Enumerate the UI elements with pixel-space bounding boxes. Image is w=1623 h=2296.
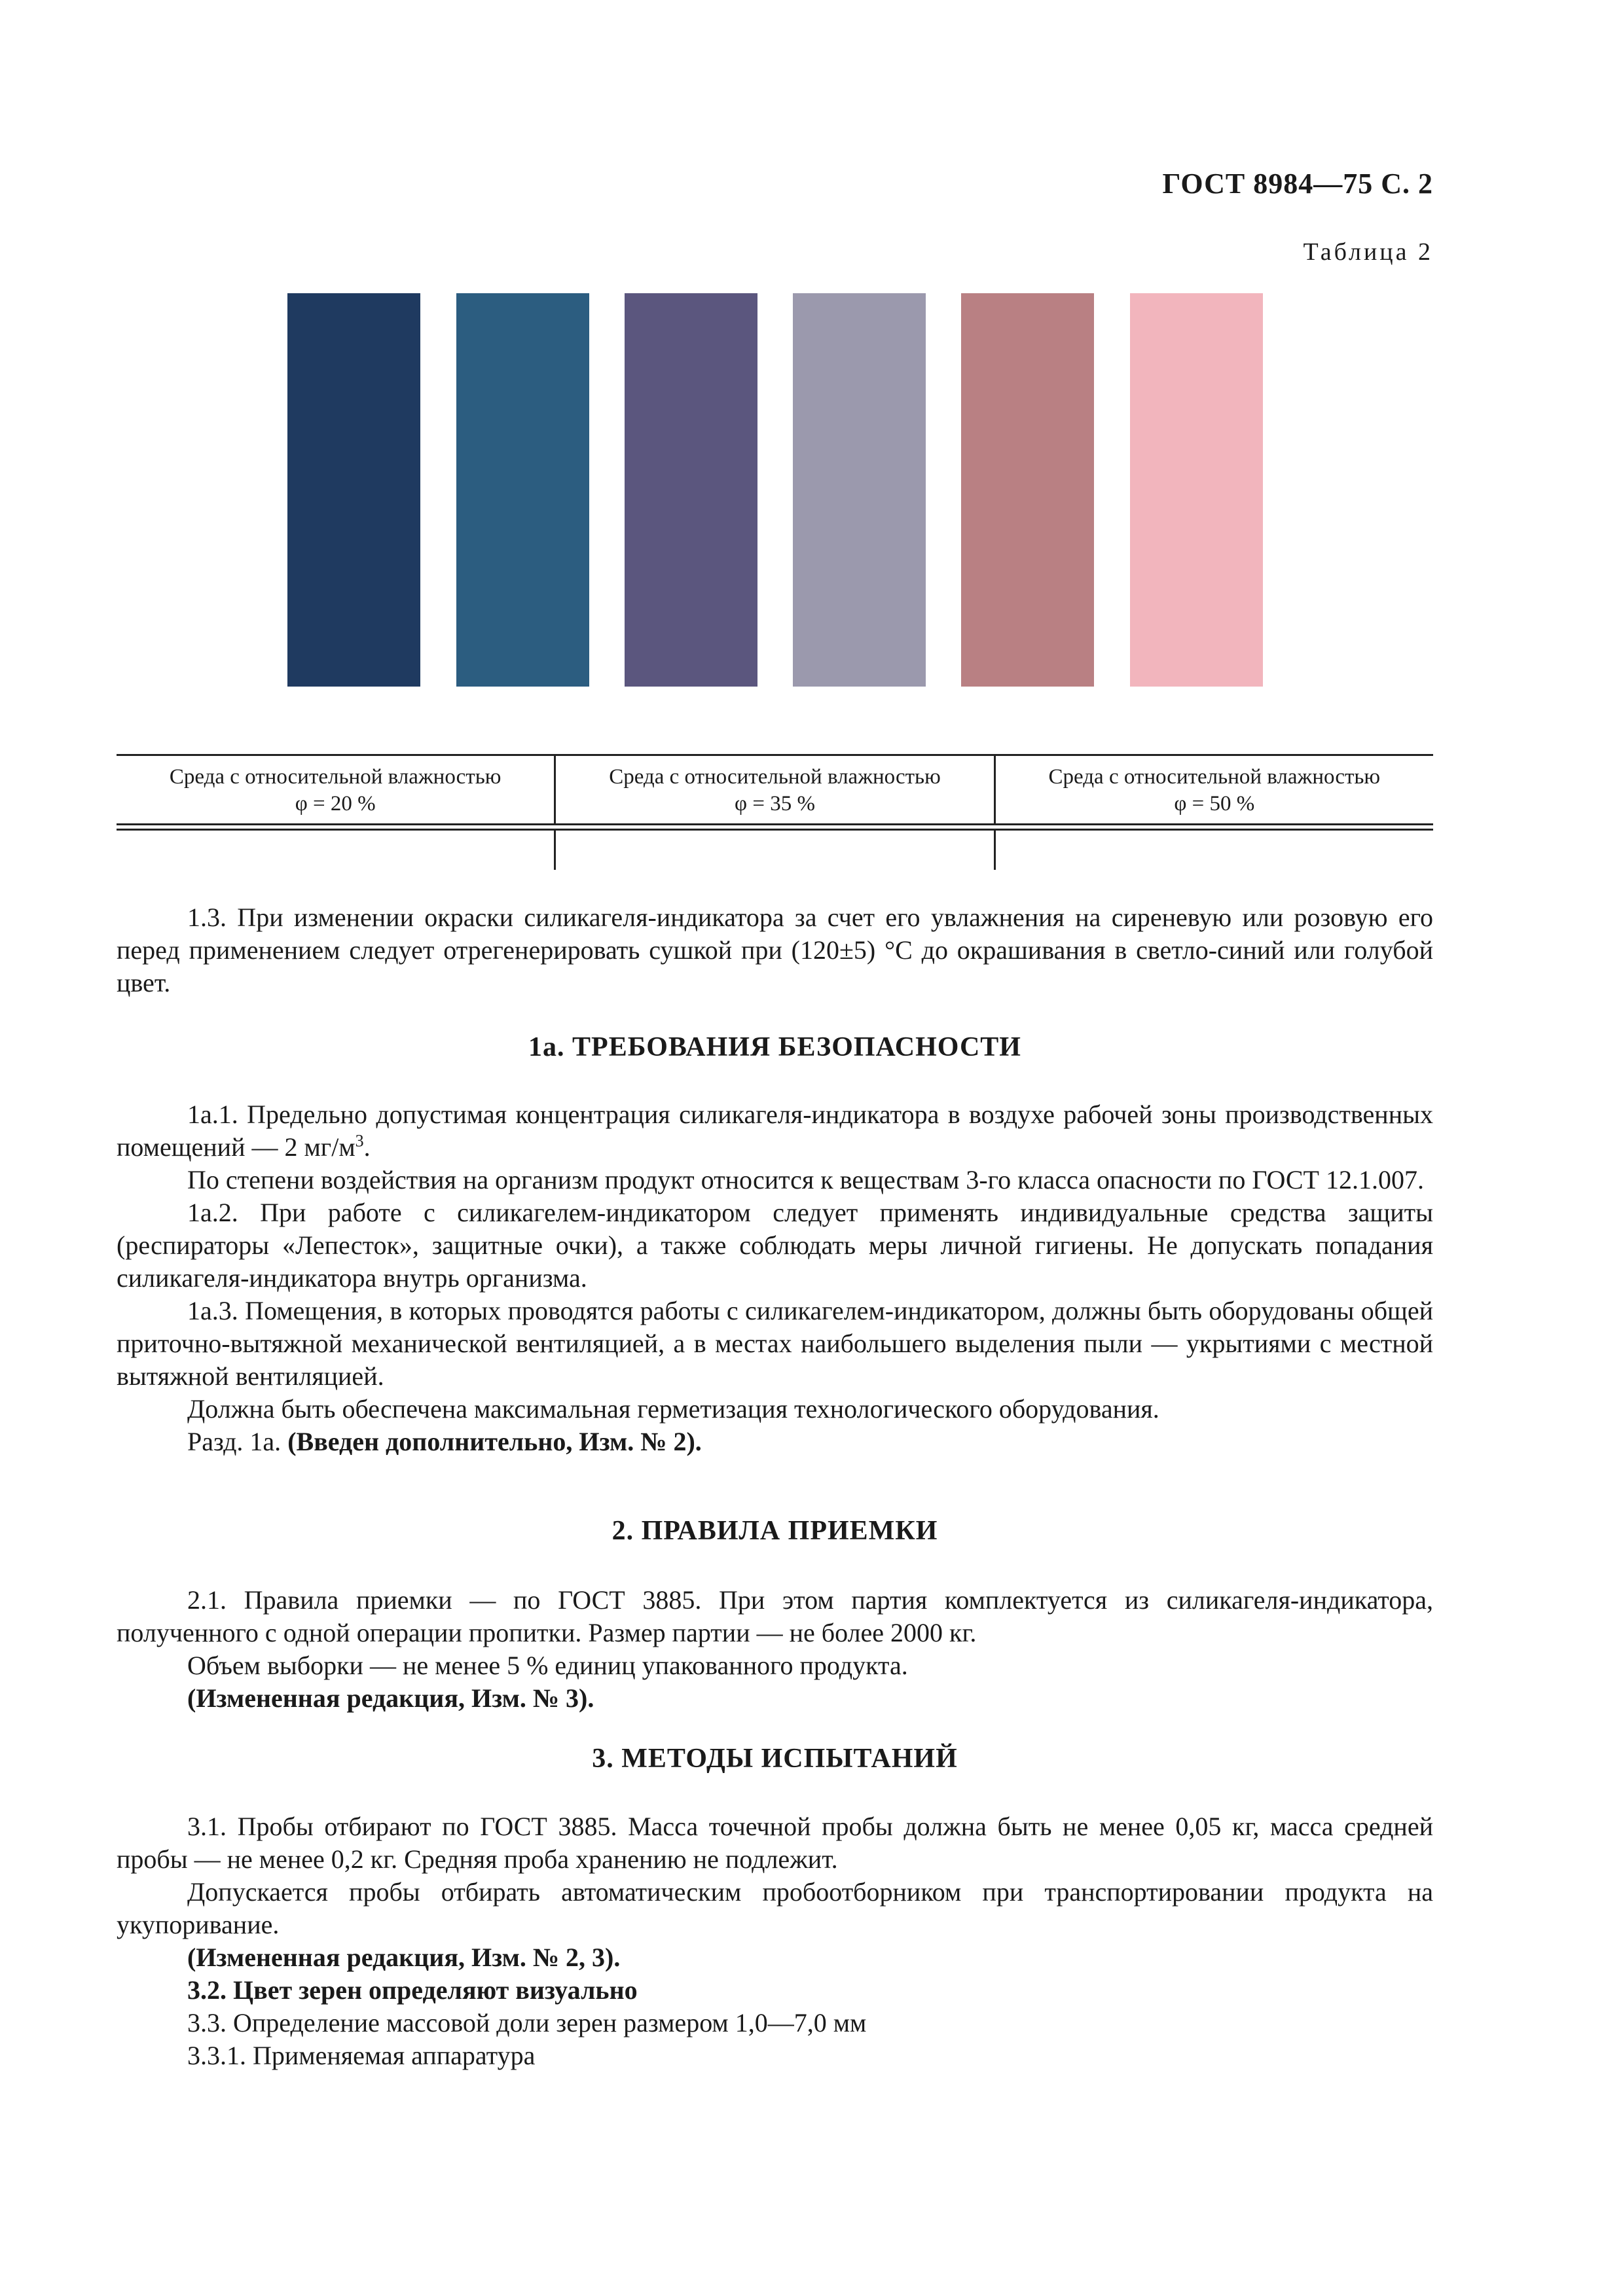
section-1a-body <box>117 1098 1433 1458</box>
section-3-body <box>117 1810 1433 2072</box>
table-cell-empty <box>554 831 993 870</box>
color-swatch-2 <box>456 293 589 687</box>
paragraph-3-1-auto: Допускается пробы отбирать автоматическим пробоотборником при транспортировании продукта на укупоривание. <box>117 1877 1433 1939</box>
paragraph-1a-1-hazard: По степени воздействия на организм продукт относится к веществам 3-го класса опасности по ГОСТ 12.1.007. <box>187 1165 1424 1194</box>
section-1a-title: 1а. ТРЕБОВАНИЯ БЕЗОПАСНОСТИ <box>528 1032 1021 1062</box>
paragraph-1a-3: 1а.3. Помещения, в которых проводятся работы с силикагелем-индикатором, должны быть оборудованы общей приточно-вытяжной механической вентиляцией, а в местах наибольшего выделения пыли — укрытиями с местной вытяжной вентиляцией. <box>117 1296 1433 1391</box>
paragraph-3-amendment: (Измененная редакция, Изм. № 2, 3). <box>187 1943 621 1972</box>
paragraph-3-3: 3.3. Определение массовой доли зерен размером 1,0—7,0 мм <box>187 2008 867 2037</box>
paragraph-2-1-sample: Объем выборки — не менее 5 % единиц упакованного продукта. <box>187 1651 908 1680</box>
humidity-table-header-row <box>117 756 1433 825</box>
paragraph-1a-2: 1а.2. При работе с силикагелем-индикатором следует применять индивидуальные средства защиты (респираторы «Лепесток», защитные очки), а также соблюдать меры личной гигиены. Не допускать попадания силикагеля-индикатора внутрь организма. <box>117 1198 1433 1293</box>
table-cell-empty <box>117 831 554 870</box>
color-swatch-1 <box>287 293 420 687</box>
humidity-cell-20: Среда с относительной влажностью φ = 20 % <box>169 765 501 816</box>
doc-reference: ГОСТ 8984—75 С. 2 <box>1162 168 1433 200</box>
paragraph-1-3: 1.3. При изменении окраски силикагеля-индикатора за счет его увлажнения на сиреневую или розовую его перед применением следует отрегенерировать сушкой при (120±5) °С до окрашивания в светло-синий или голубой цвет. <box>117 903 1433 997</box>
color-swatch-4 <box>793 293 926 687</box>
table-label: Таблица 2 <box>1303 238 1433 266</box>
paragraph-2-amendment: (Измененная редакция, Изм. № 3). <box>187 1683 594 1713</box>
humidity-table-empty-row <box>117 829 1433 870</box>
section-3-title: 3. МЕТОДЫ ИСПЫТАНИЙ <box>592 1744 958 1774</box>
humidity-cell-50: Среда с относительной влажностью φ = 50 % <box>994 756 1433 823</box>
paragraph-1a-amendment: Разд. 1а. (Введен дополнительно, Изм. № 2). <box>187 1427 702 1456</box>
paragraph-3-3-1: 3.3.1. Применяемая аппаратура <box>187 2041 536 2070</box>
color-swatch-6 <box>1130 293 1263 687</box>
table-cell-empty <box>994 831 1433 870</box>
paragraph-3-2: 3.2. Цвет зерен определяют визуально <box>187 1975 638 2005</box>
color-swatch-3 <box>625 293 757 687</box>
humidity-cell-35: Среда с относительной влажностью φ = 35 % <box>554 756 993 823</box>
paragraph-2-1: 2.1. Правила приемки — по ГОСТ 3885. При этом партия комплектуется из силикагеля-индикатора, полученного с одной операции пропитки. Размер партии — не более 2000 кг. <box>117 1585 1433 1647</box>
section-2-body <box>117 1584 1433 1715</box>
color-swatch-5 <box>961 293 1094 687</box>
paragraph-1a-3-sealing: Должна быть обеспечена максимальная герметизация технологического оборудования. <box>187 1394 1159 1424</box>
humidity-table <box>117 754 1433 870</box>
section-2-title: 2. ПРАВИЛА ПРИЕМКИ <box>611 1516 938 1546</box>
paragraph-3-1: 3.1. Пробы отбирают по ГОСТ 3885. Масса точечной пробы должна быть не менее 0,05 кг, масса средней пробы — не менее 0,2 кг. Средняя проба хранению не подлежит. <box>117 1812 1433 1874</box>
paragraph-1a-1: 1а.1. Предельно допустимая концентрация силикагеля-индикатора в воздухе рабочей зоны производственных помещений — 2 $мг/м^3$. <box>117 1100 1433 1162</box>
